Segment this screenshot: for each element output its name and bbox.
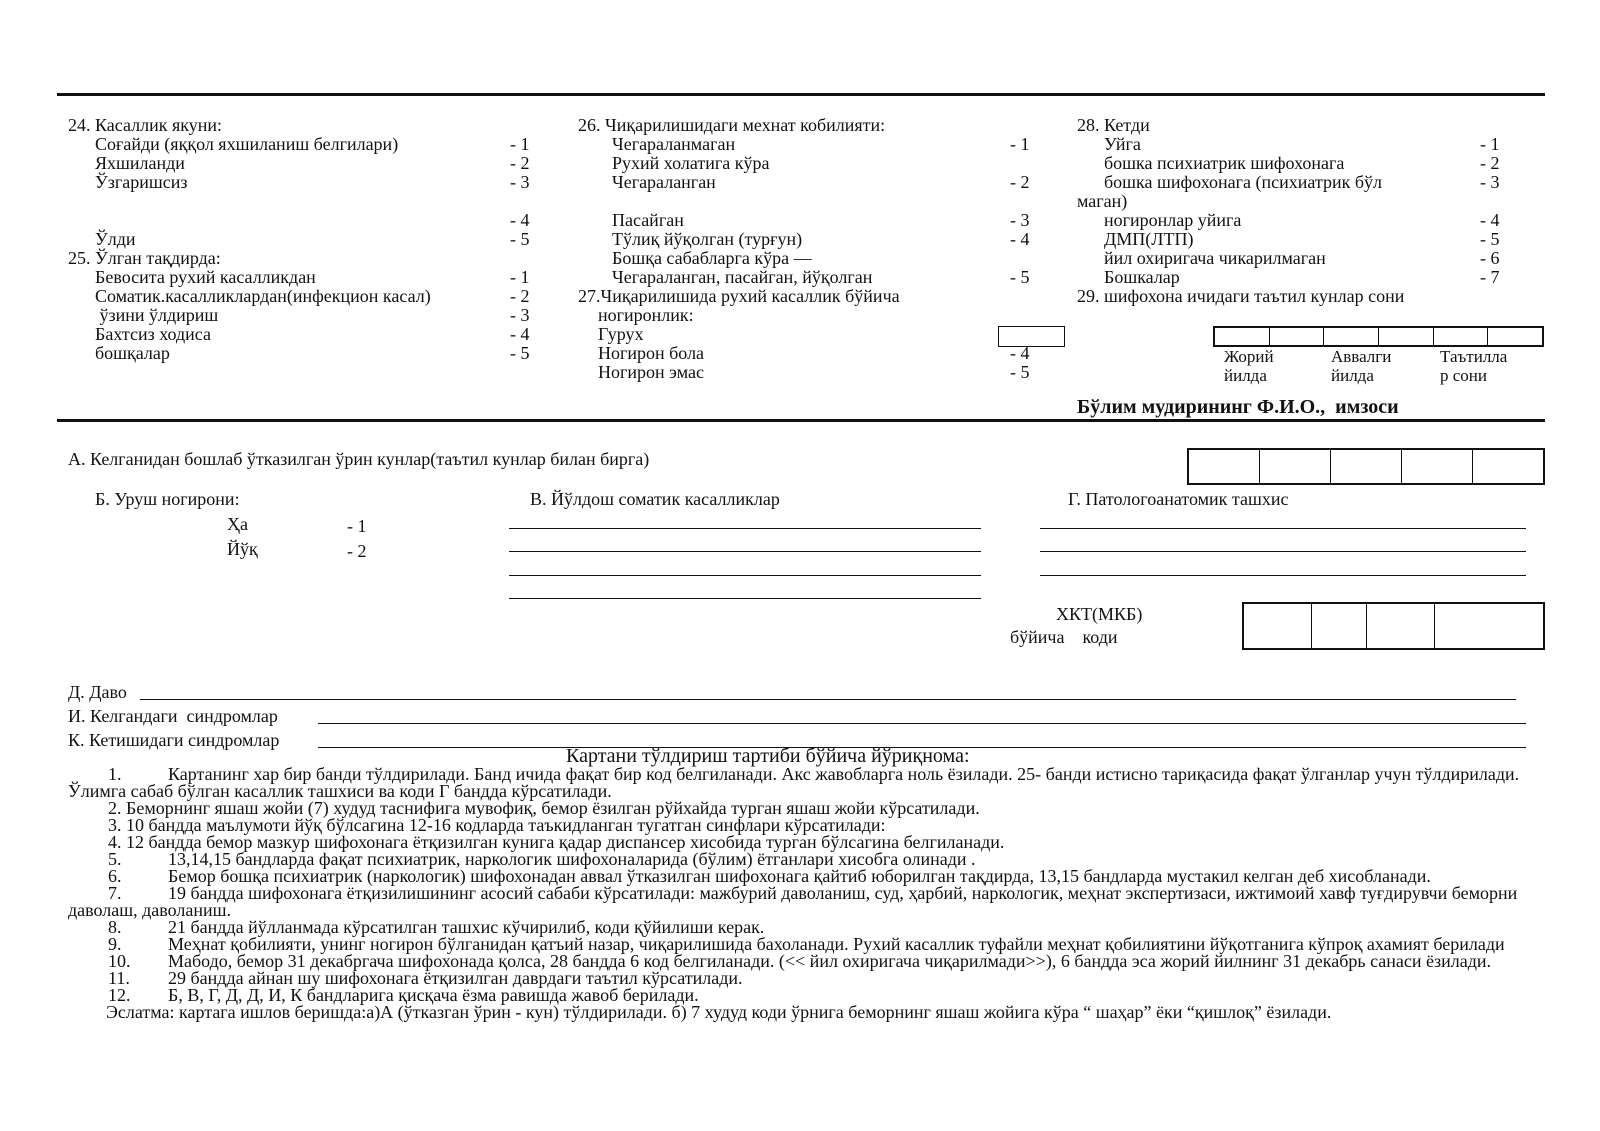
sec27-title-line1: 27.Чиқарилишида рухий касаллик бўйича [578, 286, 900, 306]
secD-label: Д. Даво [68, 682, 127, 702]
secA-label: А. Келганидан бошлаб ўтказилган ўрин кунлар(таътил кунлар билан бирга) [68, 449, 650, 469]
list-item: Рухий холатига кўра [612, 153, 770, 173]
cell[interactable] [1433, 328, 1488, 345]
cell[interactable] [1189, 450, 1259, 483]
sec28-title: 28. Кетди [1077, 115, 1150, 135]
icd-label-line1: ХКТ(МКБ) [1056, 604, 1143, 624]
list-item: маган) [1077, 191, 1128, 211]
cell[interactable] [1215, 328, 1269, 345]
list-item: ДМП(ЛТП) - 5 [1104, 229, 1500, 249]
list-item: Уйга - 1 [1104, 134, 1500, 154]
list-item: Пасайган - 3 [612, 210, 1030, 230]
cell[interactable] [1330, 450, 1401, 483]
top-rule [57, 93, 1545, 96]
middle-rule [57, 419, 1545, 422]
sec25-title: 25. Ўлган тақдирда: [68, 248, 221, 268]
secI-label: И. Келгандаги синдромлар [68, 706, 278, 726]
cell[interactable] [1487, 328, 1542, 345]
list-item: бошка шифохонага (психиатрик бўл - 3 [1104, 172, 1500, 192]
sec29-title: 29. шифохона ичидаги таътил кунлар сони [1077, 286, 1405, 306]
instruction-item: 3. 10 бандда маълумоти йўқ бўлсагина 12-16 кодларда таъкидланган тугатган синфлари кўрсатилади: [108, 815, 886, 835]
list-item: Ногирон бола - 4 [598, 343, 1030, 363]
list-item: Чегараланган, пасайган, йўқолган - 5 [612, 267, 1030, 287]
list-item [612, 192, 1042, 211]
list-item: Ўлди - 5 [95, 229, 530, 249]
instruction-item: 1. Картанинг хар бир банди тўлдирилади. Банд ичида фақат бир код белгиланади. Акс жавобларга ноль ёзилади. 25- банди истисно тариқасида фақат ўлганлар учун тўлдирилади. Ўлимга сабаб бўлган касаллик ташхиси ва коди Г бандда кўрсатилади. [68, 764, 1520, 801]
list-item: Тўлиқ йўқолган (турғун) - 4 [612, 229, 1030, 249]
list-item: Соғайди (яққол яхшиланиш белгилари) - 1 [95, 134, 530, 154]
instruction-note: Эслатма: картага ишлов беришда:а)А (ўтказган ўрин - кун) тўлдирилади. б) 7 худуд коди ўрнига беморнинг яшаш жойига кўра “ шаҳар” ёки “қишлоқ” ёзилади. [106, 1002, 1332, 1022]
instructions-title: Картани тўлдириш тартиби бўйича йўриқнома: [566, 745, 970, 767]
secB-no-code: - 2 [347, 541, 367, 561]
secV-answer-line[interactable] [509, 598, 981, 599]
instruction-item: 8. 21 бандда йўлланмада кўрсатилган ташхис кўчирилиб, коди қўйилиши керак. [108, 917, 765, 937]
list-item: Ўзгаришсиз - 3 [95, 172, 530, 192]
sec24-title: 24. Касаллик якуни: [68, 115, 222, 135]
list-item: Ногирон эмас - 5 [598, 362, 1030, 382]
secB-title: Б. Уруш ногирони: [95, 489, 240, 509]
instruction-item: 10. Мабодо, бемор 31 декабргача шифохонада қолса, 28 бандда 6 код белгиланади. (<< йил охиригача чиқарилмади>>), 6 бандда эса жорий йилнинг 31 декабрь санаси ёзилади. [108, 951, 1492, 971]
secG-answer-line[interactable] [1040, 575, 1526, 576]
cell[interactable] [1378, 328, 1433, 345]
instructions-body [68, 766, 1528, 1021]
secG-answer-line[interactable] [1040, 551, 1526, 552]
list-item: ногиронлар уйига - 4 [1104, 210, 1500, 230]
instruction-item: 5. 13,14,15 бандларда фақат психиатрик, наркологик шифохоналарида (бўлим) ётганлари хисобга олинади . [108, 849, 976, 869]
secB-yes-label: Ҳа [227, 514, 248, 534]
list-item: Бахтсиз ходиса - 4 [95, 324, 530, 344]
list-item: Бошкалар - 7 [1104, 267, 1500, 287]
secK-label: К. Кетишидаги синдромлар [68, 730, 280, 750]
secA-bed-days-field[interactable] [1187, 448, 1545, 485]
cell[interactable] [1269, 328, 1324, 345]
secV-answer-line[interactable] [509, 551, 981, 552]
cell[interactable] [1244, 604, 1312, 648]
list-item: - 4 [510, 210, 530, 230]
sec29-caption-leaves: Таътилла р сони [1440, 347, 1508, 385]
secV-answer-line[interactable] [509, 528, 981, 529]
list-item: Соматик.касалликлардан(инфекцион касал) - 2 [95, 286, 530, 306]
secG-answer-line[interactable] [1040, 528, 1526, 529]
cell[interactable] [1367, 604, 1435, 648]
sec26-title: 26. Чиқарилишидаги мехнат кобилияти: [578, 115, 886, 135]
cell[interactable] [1323, 328, 1378, 345]
sec29-days-field[interactable] [1213, 326, 1544, 347]
sec27-title-line2: ногиронлик: [598, 305, 694, 325]
instruction-item: 4. 12 бандда бемор мазкур шифохонага ётқизилган кунига қадар диспансер хисобида турган бўлсагина белгиланади. [108, 832, 1005, 852]
cell[interactable] [1472, 450, 1543, 483]
instruction-item: 7. 19 бандда шифохонага ётқизилишининг асосий сабаби кўрсатилади: мажбурий даволаниш, суд, ҳарбий, наркологик, меҳнат экспертизаси, ижтимоий хавф туғдирувчи беморни даволаш, даволаниш. [68, 883, 1518, 920]
secB-no-label: Йўқ [227, 539, 258, 559]
sec27-group-label: Гурух [598, 324, 644, 344]
list-item: Чегараланган - 2 [612, 172, 1030, 192]
secD-answer-line[interactable] [140, 699, 1516, 700]
instruction-item: 12. Б, В, Г, Д, Д, И, К бандларига қисқача ёзма равишда жавоб берилади. [108, 985, 699, 1005]
head-signature: Бўлим мудирининг Ф.И.О., имзоси [1077, 396, 1399, 418]
sec29-caption-current: Жорий йилда [1224, 347, 1274, 385]
list-item: ўзини ўлдириш - 3 [95, 305, 530, 325]
instruction-item: 2. Беморнинг яшаш жойи (7) худуд таснифига мувофиқ, бемор ёзилган рўйхайда турган яшаш жойи кўрсатилади. [108, 798, 980, 818]
cell[interactable] [1435, 604, 1543, 648]
secG-title: Г. Патологоанатомик ташхис [1068, 489, 1289, 509]
secV-title: В. Йўлдош соматик касалликлар [530, 489, 780, 509]
list-item: Бошқа сабабларга кўра — [612, 248, 812, 268]
list-item: Яхшиланди - 2 [95, 153, 530, 173]
instruction-item: 9. Меҳнат қобилияти, унинг ногирон бўлганидан қатъий назар, чиқарилишида бахоланади. Рухий касаллик туфайли меҳнат қобилиятини йўқотганига кўпроқ ахамият берилади [108, 934, 1505, 954]
instruction-item: 6. Бемор бошқа психиатрик (наркологик) шифохонадан аввал ўтказилган шифохонага қайтиб юборилган тақдирда, 13,15 бандларда мустакил келган деб хисобланади. [108, 866, 1431, 886]
list-item: Чегараланмаган - 1 [612, 134, 1030, 154]
list-item: бошка психиатрик шифохонага - 2 [1104, 153, 1500, 173]
icd-label-line2: бўйича коди [1010, 627, 1118, 647]
instruction-item: 11. 29 бандда айнан шу шифохонага ётқизилган даврдаги таътил кўрсатилади. [108, 968, 743, 988]
cell[interactable] [1259, 450, 1330, 483]
list-item: Бевосита рухий касалликдан - 1 [95, 267, 530, 287]
secV-answer-line[interactable] [509, 575, 981, 576]
icd-code-field[interactable] [1242, 602, 1545, 650]
list-item: бошқалар - 5 [95, 343, 530, 363]
list-item: йил охиригача чикарилмаган - 6 [1104, 248, 1500, 268]
secB-yes-code: - 1 [347, 516, 367, 536]
sec29-caption-previous: Аввалги йилда [1331, 347, 1392, 385]
cell[interactable] [1312, 604, 1367, 648]
cell[interactable] [1401, 450, 1472, 483]
secI-answer-line[interactable] [318, 723, 1526, 724]
